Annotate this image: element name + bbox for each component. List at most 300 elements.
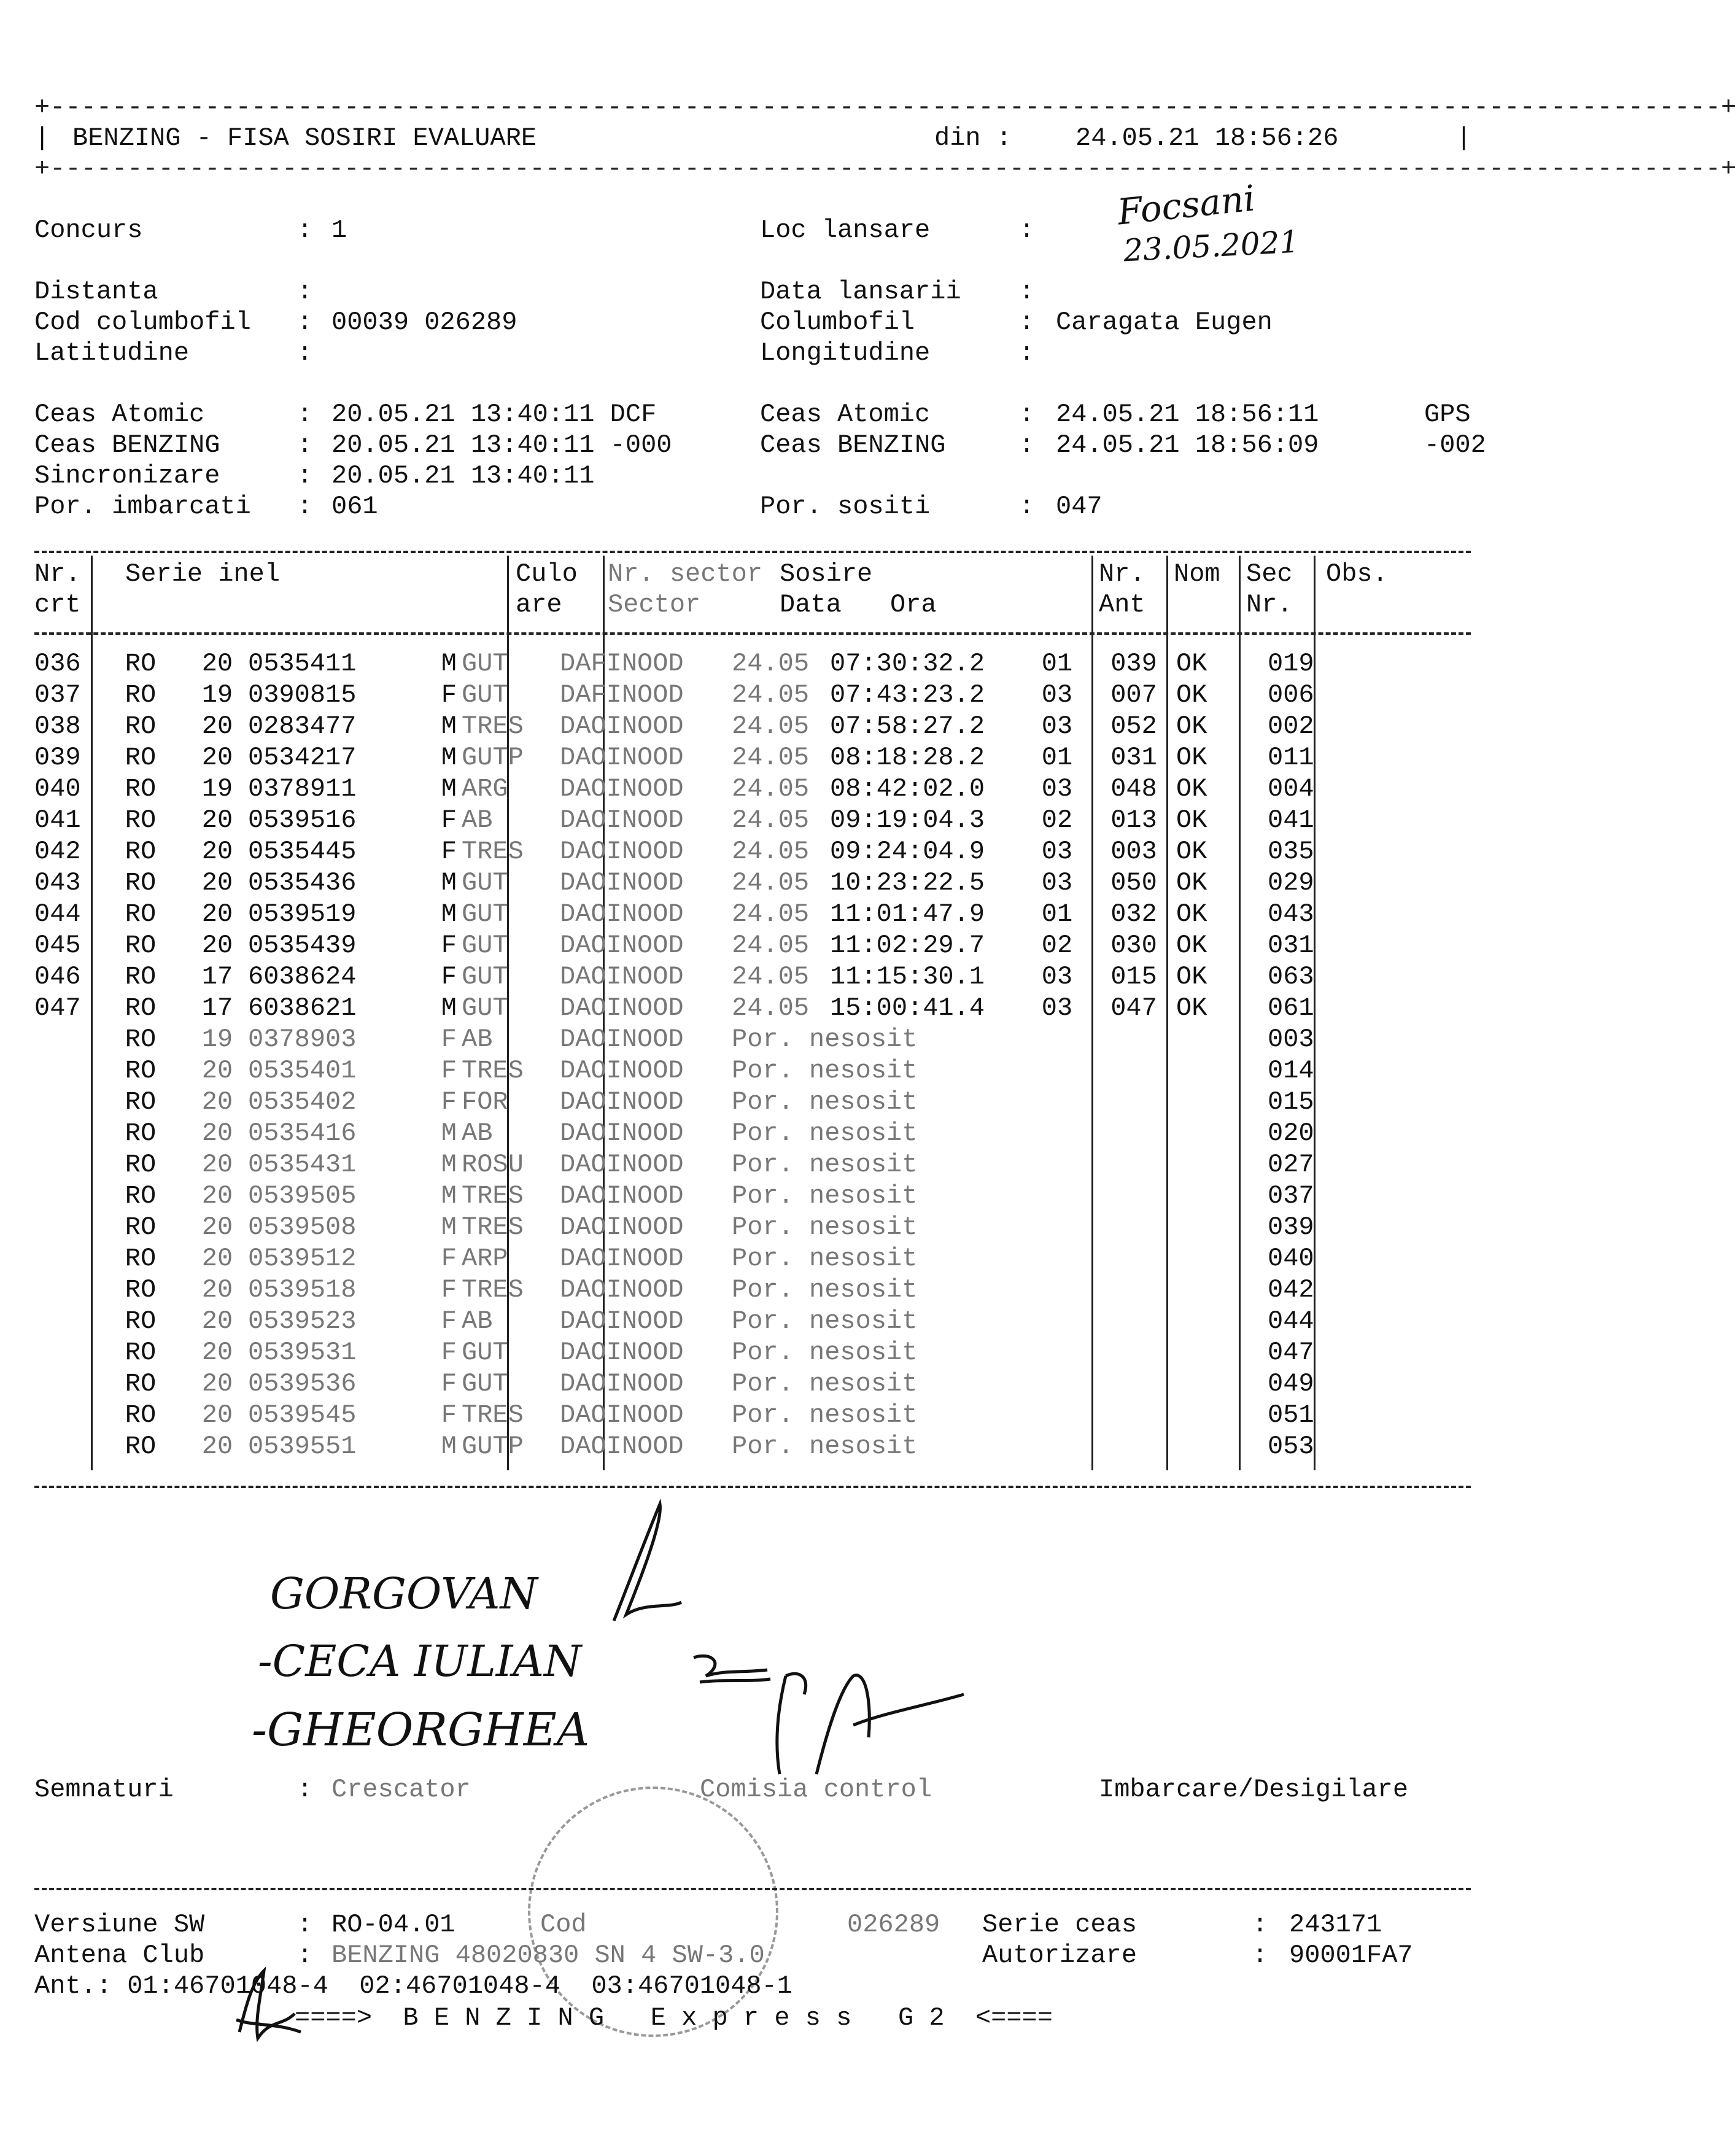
clock-right-value: 24.05.21 18:56:11 xyxy=(1056,400,1319,429)
row-status: Por. nesosit xyxy=(732,1212,918,1242)
row-color: GUT xyxy=(462,867,508,898)
clock-left-label: Ceas BENZING xyxy=(34,430,220,460)
row-obs: 049 xyxy=(1268,1368,1314,1398)
row-nom: 032 xyxy=(1110,899,1157,929)
row-time: 07:58:27.2 xyxy=(830,711,985,741)
row-status: Por. nesosit xyxy=(732,1181,918,1211)
row-sector: DAOINOOD xyxy=(560,1118,684,1148)
row-sex: F xyxy=(441,1400,457,1430)
row-ring: 0539508 xyxy=(248,1212,357,1242)
row-time: 07:30:32.2 xyxy=(830,648,985,678)
row-sector: DAOINOOD xyxy=(560,1243,684,1273)
row-sec xyxy=(1168,1055,1253,1086)
row-country: RO xyxy=(125,680,157,710)
table-row xyxy=(34,992,1360,1023)
row-sec: OK xyxy=(1176,993,1207,1023)
row-sector: DAOINOOD xyxy=(560,742,684,772)
row-obs: 042 xyxy=(1268,1274,1314,1305)
clock-left-sep: : xyxy=(297,492,313,521)
row-time: 11:15:30.1 xyxy=(830,961,985,991)
row-color: AB xyxy=(462,1118,493,1148)
row-color: GUT xyxy=(462,930,508,960)
row-nom: 003 xyxy=(1110,836,1157,866)
row-nr xyxy=(34,1117,95,1149)
row-sex: M xyxy=(441,711,457,741)
row-ring: 0539545 xyxy=(248,1400,357,1430)
row-ant xyxy=(1014,1274,1100,1305)
row-ant xyxy=(1014,1117,1100,1149)
row-ring: 0539505 xyxy=(248,1181,357,1211)
table-row xyxy=(34,1055,1360,1086)
row-nom: 047 xyxy=(1110,993,1157,1023)
clock-left-sep: : xyxy=(297,400,313,429)
row-nr xyxy=(34,1274,95,1305)
row-year: 20 xyxy=(201,1431,233,1461)
row-nr xyxy=(34,1023,95,1055)
row-country: RO xyxy=(125,1055,157,1085)
table-header-bottom-rule xyxy=(34,632,1471,635)
row-time: 15:00:41.4 xyxy=(830,993,985,1023)
row-sector: DAOINOOD xyxy=(560,993,684,1023)
row-sec xyxy=(1168,1023,1253,1055)
clock-right-label: Por. sositi xyxy=(760,492,931,521)
clock-right-value: 047 xyxy=(1056,492,1102,521)
row-nom xyxy=(1100,1305,1168,1336)
row-year: 20 xyxy=(201,1118,233,1148)
row-nr: 043 xyxy=(34,867,81,898)
row-sector: DAOINOOD xyxy=(560,1431,684,1461)
row-obs: 031 xyxy=(1268,930,1314,960)
header-left-bar: | xyxy=(34,123,50,153)
row-nom xyxy=(1100,1086,1168,1117)
row-year: 20 xyxy=(201,1212,233,1242)
row-country: RO xyxy=(125,1024,157,1054)
row-sector: DAOINOOD xyxy=(560,1024,684,1054)
row-nom: 052 xyxy=(1110,711,1157,741)
row-time: 11:02:29.7 xyxy=(830,930,985,960)
row-year: 17 xyxy=(201,961,233,991)
row-sector: DAOINOOD xyxy=(560,1400,684,1430)
row-sector: DAOINOOD xyxy=(560,899,684,929)
row-sex: M xyxy=(441,1212,457,1242)
row-sex: F xyxy=(441,930,457,960)
row-obs: 004 xyxy=(1268,774,1314,804)
row-sector: DAOINOOD xyxy=(560,867,684,898)
row-year: 20 xyxy=(201,1087,233,1117)
row-ring: 0534217 xyxy=(248,742,357,772)
row-country: RO xyxy=(125,1400,157,1430)
signature-ceca-icon xyxy=(688,1645,773,1694)
footer-versiune-value: RO-04.01 xyxy=(331,1910,455,1939)
row-nr xyxy=(34,1086,95,1117)
table-row xyxy=(34,961,1360,992)
footer-versiune-label: Versiune SW xyxy=(34,1910,205,1939)
row-sex: F xyxy=(441,1368,457,1398)
row-year: 20 xyxy=(201,1368,233,1398)
row-nom xyxy=(1100,1336,1168,1368)
row-sector: DAOINOOD xyxy=(560,1212,684,1242)
row-year: 20 xyxy=(201,742,233,772)
clock-right-extra: GPS xyxy=(1424,400,1471,429)
signatures-sep: : xyxy=(297,1775,313,1804)
info-left-sep: : xyxy=(297,338,313,368)
table-row xyxy=(34,710,1360,742)
row-sector: DAOINOOD xyxy=(560,930,684,960)
row-ring: 0535431 xyxy=(248,1149,357,1179)
row-color: TRES xyxy=(462,1274,524,1305)
clock-left-label: Ceas Atomic xyxy=(34,400,205,429)
info-left-sep: : xyxy=(297,215,313,245)
th-sec-nr: Nr. xyxy=(1246,590,1293,619)
row-country: RO xyxy=(125,1243,157,1273)
row-sec: OK xyxy=(1176,930,1207,960)
row-ant xyxy=(1014,1305,1100,1336)
footer-antena-value: BENZING 48020830 SN 4 SW-3.0 xyxy=(331,1941,765,1970)
row-year: 19 xyxy=(201,680,233,710)
row-ring: 0535411 xyxy=(248,648,357,678)
row-nom xyxy=(1100,1117,1168,1149)
row-obs: 011 xyxy=(1268,742,1314,772)
th-sosire: Sosire xyxy=(780,559,873,589)
row-ant: 01 xyxy=(1041,899,1073,929)
th-sec: Sec xyxy=(1246,559,1293,589)
row-date: 24.05 xyxy=(732,836,810,866)
row-year: 20 xyxy=(201,1181,233,1211)
row-status: Por. nesosit xyxy=(732,1368,918,1398)
row-obs: 003 xyxy=(1268,1024,1314,1054)
row-color: GUT xyxy=(462,1337,508,1367)
row-year: 20 xyxy=(201,1274,233,1305)
clock-left-value: 061 xyxy=(331,492,378,521)
row-nom xyxy=(1100,1368,1168,1399)
row-sector: DAOINOOD xyxy=(560,805,684,835)
row-date: 24.05 xyxy=(732,774,810,804)
row-sector: DAOINOOD xyxy=(560,836,684,866)
row-ant xyxy=(1014,1149,1100,1180)
info-left-value: 00039 026289 xyxy=(331,308,517,337)
row-sec: OK xyxy=(1176,680,1207,710)
row-sec: OK xyxy=(1176,742,1207,772)
info-right-label: Data lansarii xyxy=(760,277,961,306)
row-country: RO xyxy=(125,774,157,804)
table-row xyxy=(34,1086,1360,1117)
row-year: 19 xyxy=(201,1024,233,1054)
row-sec: OK xyxy=(1176,867,1207,898)
row-sex: M xyxy=(441,742,457,772)
row-status: Por. nesosit xyxy=(732,1118,918,1148)
footer-antena-sep: : xyxy=(297,1941,313,1970)
info-right-sep: : xyxy=(1019,215,1035,245)
row-color: GUT xyxy=(462,899,508,929)
row-year: 20 xyxy=(201,930,233,960)
row-sector: DAOINOOD xyxy=(560,1368,684,1398)
row-time: 09:24:04.9 xyxy=(830,836,985,866)
row-sector: DAOINOOD xyxy=(560,1087,684,1117)
row-year: 20 xyxy=(201,1400,233,1430)
row-country: RO xyxy=(125,1274,157,1305)
row-color: TRES xyxy=(462,711,524,741)
info-right-sep: : xyxy=(1019,277,1035,306)
row-time: 11:01:47.9 xyxy=(830,899,985,929)
row-nr xyxy=(34,1055,95,1086)
row-sex: F xyxy=(441,1087,457,1117)
row-obs: 041 xyxy=(1268,805,1314,835)
handwritten-name-ceca: -CECA IULIAN xyxy=(258,1636,582,1686)
row-obs: 063 xyxy=(1268,961,1314,991)
th-nr: Nr. xyxy=(34,559,81,589)
row-ant: 03 xyxy=(1041,836,1073,866)
row-nr: 038 xyxy=(34,711,81,741)
header-title: BENZING - FISA SOSIRI EVALUARE xyxy=(72,123,537,153)
row-ring: 0539536 xyxy=(248,1368,357,1398)
row-nom: 030 xyxy=(1110,930,1157,960)
row-country: RO xyxy=(125,930,157,960)
row-country: RO xyxy=(125,1337,157,1367)
row-nom xyxy=(1100,1243,1168,1274)
clock-right-sep: : xyxy=(1019,492,1035,521)
th-nr-sector: Nr. sector xyxy=(608,559,763,589)
row-obs: 029 xyxy=(1268,867,1314,898)
row-time: 07:43:23.2 xyxy=(830,680,985,710)
row-sex: F xyxy=(441,1024,457,1054)
info-left-label: Distanta xyxy=(34,277,158,306)
row-country: RO xyxy=(125,1212,157,1242)
row-nom xyxy=(1100,1149,1168,1180)
row-obs: 040 xyxy=(1268,1243,1314,1273)
row-sec xyxy=(1168,1086,1253,1117)
row-sex: F xyxy=(441,680,457,710)
info-right-sep: : xyxy=(1019,308,1035,337)
info-right-label: Loc lansare xyxy=(760,215,931,245)
row-sec xyxy=(1168,1274,1253,1305)
th-nr-ant: Nr. xyxy=(1099,559,1145,589)
row-sec xyxy=(1168,1243,1253,1274)
row-nr xyxy=(34,1430,95,1462)
header-top-rule: +------------------------------------------------------------------------------------------------------------+ xyxy=(34,93,1736,122)
table-row xyxy=(34,1211,1360,1243)
th-crt: crt xyxy=(34,590,81,619)
table-row xyxy=(34,648,1360,679)
row-time: 09:19:04.3 xyxy=(830,805,985,835)
handwritten-name-gheorghea: -GHEORGHEA xyxy=(252,1704,590,1756)
row-ring: 6038624 xyxy=(248,961,357,991)
row-country: RO xyxy=(125,899,157,929)
row-country: RO xyxy=(125,1149,157,1179)
row-date: 24.05 xyxy=(732,930,810,960)
row-country: RO xyxy=(125,993,157,1023)
clock-right-sep: : xyxy=(1019,430,1035,460)
signature-crescator: Crescator xyxy=(331,1775,471,1804)
row-sex: M xyxy=(441,867,457,898)
row-sec xyxy=(1168,1399,1253,1430)
row-date: 24.05 xyxy=(732,648,810,678)
row-nr xyxy=(34,1211,95,1243)
row-sec xyxy=(1168,1211,1253,1243)
row-nr xyxy=(34,1180,95,1211)
row-ant: 03 xyxy=(1041,711,1073,741)
row-ring: 0539512 xyxy=(248,1243,357,1273)
row-country: RO xyxy=(125,836,157,866)
row-ring: 0539523 xyxy=(248,1306,357,1336)
row-color: FOR xyxy=(462,1087,508,1117)
clock-right-sep: : xyxy=(1019,400,1035,429)
row-sec: OK xyxy=(1176,805,1207,835)
row-country: RO xyxy=(125,1306,157,1336)
signature-imbarcare: Imbarcare/Desigilare xyxy=(1099,1775,1409,1804)
row-sex: M xyxy=(441,1149,457,1179)
table-row xyxy=(34,898,1360,929)
row-status: Por. nesosit xyxy=(732,1400,918,1430)
row-status: Por. nesosit xyxy=(732,1431,918,1461)
row-ant: 02 xyxy=(1041,805,1073,835)
row-color: GUTP xyxy=(462,742,524,772)
table-header-top-rule xyxy=(34,551,1471,553)
row-nom xyxy=(1100,1430,1168,1462)
row-nr xyxy=(34,1368,95,1399)
row-date: 24.05 xyxy=(732,899,810,929)
row-sector: DAOINOOD xyxy=(560,711,684,741)
clock-left-value: 20.05.21 13:40:11 xyxy=(331,461,595,491)
table-row xyxy=(34,1023,1360,1055)
row-ant: 03 xyxy=(1041,680,1073,710)
row-year: 20 xyxy=(201,1337,233,1367)
row-ring: 0378903 xyxy=(248,1024,357,1054)
row-sec xyxy=(1168,1430,1253,1462)
row-obs: 043 xyxy=(1268,899,1314,929)
row-color: TRES xyxy=(462,836,524,866)
row-sec xyxy=(1168,1368,1253,1399)
row-sec: OK xyxy=(1176,899,1207,929)
info-left-label: Cod columbofil xyxy=(34,308,251,337)
row-ant: 03 xyxy=(1041,961,1073,991)
row-country: RO xyxy=(125,742,157,772)
table-row xyxy=(34,1336,1360,1368)
row-sec: OK xyxy=(1176,961,1207,991)
signature-gorgovan-icon xyxy=(602,1498,694,1627)
row-sector: DAOINOOD xyxy=(560,1274,684,1305)
row-sec xyxy=(1168,1149,1253,1180)
row-sex: M xyxy=(441,899,457,929)
th-culo: Culo xyxy=(516,559,578,589)
row-sex: M xyxy=(441,1118,457,1148)
row-sex: M xyxy=(441,774,457,804)
row-obs: 051 xyxy=(1268,1400,1314,1430)
th-ant: Ant xyxy=(1099,590,1145,619)
row-country: RO xyxy=(125,1368,157,1398)
row-status: Por. nesosit xyxy=(732,1274,918,1305)
clock-left-label: Sincronizare xyxy=(34,461,220,491)
row-sec xyxy=(1168,1180,1253,1211)
row-ant xyxy=(1014,1399,1100,1430)
row-country: RO xyxy=(125,867,157,898)
clock-right-label: Ceas BENZING xyxy=(760,430,946,460)
row-color: GUT xyxy=(462,680,508,710)
row-obs: 014 xyxy=(1268,1055,1314,1085)
row-color: TRES xyxy=(462,1055,524,1085)
info-left-sep: : xyxy=(297,277,313,306)
row-nom: 039 xyxy=(1110,648,1157,678)
row-obs: 002 xyxy=(1268,711,1314,741)
footer-autorizare-label: Autorizare xyxy=(982,1941,1137,1970)
info-right-label: Columbofil xyxy=(760,308,915,337)
row-obs: 053 xyxy=(1268,1431,1314,1461)
row-nom: 050 xyxy=(1110,867,1157,898)
row-color: GUT xyxy=(462,648,508,678)
row-nr: 039 xyxy=(34,742,81,772)
row-sex: F xyxy=(441,1337,457,1367)
row-ring: 0283477 xyxy=(248,711,357,741)
footer-serie-value: 243171 xyxy=(1289,1910,1382,1939)
table-row xyxy=(34,1430,1360,1462)
row-sector: DAOINOOD xyxy=(560,1337,684,1367)
row-color: TRES xyxy=(462,1181,524,1211)
row-sector: DAFINOOD xyxy=(560,648,684,678)
row-nr xyxy=(34,1336,95,1368)
header-bottom-rule: +------------------------------------------------------------------------------------------------------------+ xyxy=(34,154,1736,184)
row-date: 24.05 xyxy=(732,711,810,741)
info-right-sep: : xyxy=(1019,338,1035,368)
row-nr: 047 xyxy=(34,993,81,1023)
row-year: 20 xyxy=(201,711,233,741)
row-ring: 0539551 xyxy=(248,1431,357,1461)
row-sec: OK xyxy=(1176,648,1207,678)
info-right-label: Longitudine xyxy=(760,338,931,368)
th-are: are xyxy=(516,590,562,619)
row-ant xyxy=(1014,1086,1100,1117)
row-obs: 037 xyxy=(1268,1181,1314,1211)
row-nom xyxy=(1100,1211,1168,1243)
table-row xyxy=(34,867,1360,898)
row-ring: 0535439 xyxy=(248,930,357,960)
signature-comisia: Comisia control xyxy=(700,1775,932,1804)
footer-banner: ====> B E N Z I N G E x p r e s s G 2 <==== xyxy=(295,2003,1053,2033)
row-nom: 048 xyxy=(1110,774,1157,804)
clock-left-sep: : xyxy=(297,461,313,491)
row-color: TRES xyxy=(462,1400,524,1430)
row-status: Por. nesosit xyxy=(732,1024,918,1054)
table-row xyxy=(34,1368,1360,1399)
th-data: Data xyxy=(780,590,842,619)
row-country: RO xyxy=(125,1118,157,1148)
table-row xyxy=(34,1399,1360,1430)
row-sex: M xyxy=(441,648,457,678)
row-sector: DAOINOOD xyxy=(560,961,684,991)
row-date: 24.05 xyxy=(732,867,810,898)
footer-serie-label: Serie ceas xyxy=(982,1910,1137,1939)
row-status: Por. nesosit xyxy=(732,1087,918,1117)
table-row xyxy=(34,742,1360,773)
row-country: RO xyxy=(125,961,157,991)
footer-serie-sep: : xyxy=(1252,1910,1268,1939)
row-country: RO xyxy=(125,805,157,835)
row-nr: 036 xyxy=(34,648,81,678)
table-row xyxy=(34,679,1360,710)
arrivals-table xyxy=(34,648,1360,1462)
row-nr: 045 xyxy=(34,930,81,960)
row-nom xyxy=(1100,1023,1168,1055)
row-ring: 6038621 xyxy=(248,993,357,1023)
row-obs: 044 xyxy=(1268,1306,1314,1336)
row-sector: DAOINOOD xyxy=(560,1181,684,1211)
clock-left-sep: : xyxy=(297,430,313,460)
row-nr: 046 xyxy=(34,961,81,991)
row-year: 20 xyxy=(201,648,233,678)
row-ring: 0535445 xyxy=(248,836,357,866)
row-status: Por. nesosit xyxy=(732,1337,918,1367)
table-row xyxy=(34,836,1360,867)
row-obs: 020 xyxy=(1268,1118,1314,1148)
row-obs: 035 xyxy=(1268,836,1314,866)
